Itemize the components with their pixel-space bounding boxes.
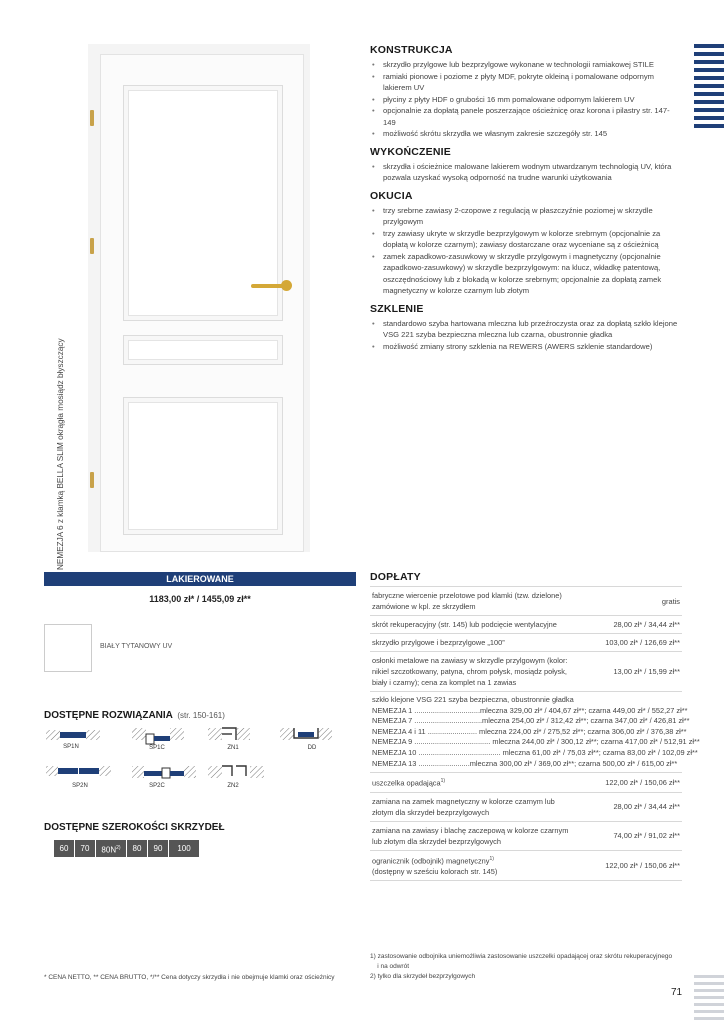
row-text-sub: (dostępny w sześciu kolorach str. 145) [372,867,498,877]
diagram-label: SP1N [63,744,79,750]
row-value: 74,00 zł* / 91,02 zł** [613,831,680,841]
width-80n-note: 2) [116,845,121,851]
vsg-line: NEMEZJA 13 .........................mleczna 300,00 zł* / 369,00 zł**; czarna 500,00 zł* / 615,00 zł** [372,758,678,768]
row-value: 122,00 zł* / 150,06 zł** [605,777,680,787]
table-row [370,773,682,792]
specs-column [370,44,680,352]
diagram-label: SP2N [72,783,88,789]
doplaty-table [370,586,700,881]
list-item: • trzy zawiasy ukryte w skrzydle bezprzylgowym w kolorze srebrnym (opcjonalnie za dopłatą w kolorze czarnym); zawiasy dostarczane oraz wyceniane są z ościeżnicą [370,228,680,251]
row-value: gratis [661,596,680,606]
rozwiazania-pages: (str. 150-161) [177,711,225,720]
width-100[interactable]: 100 [169,840,199,857]
row-value: 28,00 zł* / 34,44 zł** [613,802,680,812]
wykonczenie-heading: WYKOŃCZENIE [370,145,451,158]
door-caption: NEMEZJA 6 z klamką BELLA SLIM okrągła mosiądz błyszczący [56,338,65,570]
vsg-line: NEMEZJA 7 .................................mleczna 254,00 zł* / 312,42 zł**; czarna 347,00 zł* / 426,81 zł** [372,716,690,726]
szklenie-heading: SZKLENIE [370,302,424,315]
color-swatch[interactable] [44,624,92,672]
rozwiazania-diagrams [44,724,364,792]
vsg-line: NEMEZJA 4 i 11 ........................ mleczna 224,00 zł* / 275,52 zł**; czarna 306,00 zł* / 376,38 zł** [372,726,687,736]
list-item: • ramiaki pionowe i poziome z płyty MDF, pokryte okleiną i pomalowane odpornym lakierem UV [370,71,680,94]
door-panel-middle [123,335,283,365]
hinge-icon [90,110,94,126]
width-80n-value: 80N [101,845,117,855]
width-80n[interactable] [96,840,126,857]
diagram-label: DD [307,745,317,751]
table-row [370,851,682,881]
vsg-line: NEMEZJA 9 ..................................... mleczna 244,00 zł* / 300,12 zł**; czarna 417,00 zł* / 512,91 zł** [372,737,700,747]
doplaty-heading: DOPŁATY [370,571,421,583]
table-row [370,634,682,652]
price: 1183,00 zł* / 1455,09 zł** [149,594,251,604]
row-text-main: uszczelka opadająca [372,778,441,788]
list-item: • skrzydło przylgowe lub bezprzylgowe wykonane w technologii ramiakowej STILE [370,59,680,71]
row-text: zamiana na zawiasy i blachę zaczepową w kolorze czarnym lub złotym dla skrzydeł bezprzylgowych [372,825,569,846]
door-handle-lever [251,284,287,288]
brand-stripes-top [694,44,724,132]
price-footnote: * CENA NETTO, ** CENA BRUTTO, */** Cena dotyczy skrzydła i nie obejmuje klamki oraz ościeżnicy [44,974,335,981]
width-80[interactable]: 80 [127,840,147,857]
footnotes [370,952,690,982]
szklenie-list [370,318,680,353]
door-panel-bottom [123,397,283,535]
vsg-line: NEMEZJA 1 ................................mleczna 329,00 zł* / 404,67 zł**; czarna 449,00 zł* / 552,27 zł** [372,705,688,715]
width-options [54,840,200,857]
rozwiazania-heading [44,705,225,723]
table-row [370,652,682,692]
footnote: 1) zastosowanie odbojnika uniemożliwia zastosowanie uszczelki opadającej oraz skrótu rekuperacyjnego [370,953,673,960]
row-value: 103,00 zł* / 126,69 zł** [605,638,680,647]
list-item: • możliwość zmiany strony szklenia na REWERS (AWERS szklenie standardowe) [370,341,680,353]
diagram-label: SP2C [149,783,165,789]
brand-stripes-bottom [694,975,724,1024]
width-90[interactable]: 90 [148,840,168,857]
footnote: 2) tylko dla skrzydeł bezprzylgowych [370,973,476,980]
row-value: 28,00 zł* / 34,44 zł** [613,620,680,629]
sp1n-diagram [46,730,100,740]
konstrukcja-list [370,59,680,140]
hinge-icon [90,472,94,488]
table-row [370,692,700,773]
list-item: • standardowo szyba hartowana mleczna lub przeźroczysta oraz za dopłatą szkło klejone VSG 221 szyba bezpieczna mleczna lub czarna, obustronnie gładka [370,318,680,341]
sp1c-diagram [132,728,184,744]
list-item: • możliwość skrótu skrzydła we własnym zakresie szczegóły str. 145 [370,128,680,140]
szerokosci-title: DOSTĘPNE SZEROKOŚCI SKRZYDEŁ [44,822,225,833]
list-item: • opcjonalnie za dopłatą panele poszerzające ościeżnicę oraz korona i pilastry str. 147-149 [370,105,680,128]
table-row [370,793,682,822]
swatch-label: BIAŁY TYTANOWY UV [100,643,173,650]
konstrukcja-heading: KONSTRUKCJA [370,44,453,56]
zn2-diagram [208,766,264,778]
row-value: 122,00 zł* / 150,06 zł** [605,860,680,870]
vsg-title: szkło klejone VSG 221 szyba bezpieczna, obustronnie gładka [372,695,574,704]
width-70[interactable]: 70 [75,840,95,857]
row-text: skrzydło przylgowe i bezprzylgowe „100” [372,638,505,647]
table-row [370,822,682,851]
list-item: • trzy srebrne zawiasy 2-czopowe z regulacją w płaszczyźnie poziomej w skrzydle przylgowym [370,205,680,228]
okucia-heading: OKUCIA [370,189,413,202]
row-text [372,776,449,788]
list-item: • zamek zapadkowo-zasuwkowy w skrzydle przylgowym i magnetyczny (opcjonalnie zapadkowo-zasuwkowy) w skrzydle bezprzylgowym: na klucz, wkładkę patentową, oszczędnościowy lub z blokadą w kolorze srebrnym; opcjonalnie za dopłatą zamek magnetyczny w kolorze czarnym lub złotym [370,251,680,297]
sp2n-diagram [46,766,111,776]
hinge-icon [90,238,94,254]
finish-header: LAKIEROWANE [44,572,356,586]
vsg-line: NEMEZJA 10 ........................................ mleczna 61,00 zł* / 75,03 zł**; czarna 83,00 zł* / 102,09 zł** [372,747,698,757]
table-row [370,586,682,616]
footnote: i na odwrót [370,963,410,970]
row-text [372,854,501,877]
zn1-diagram [208,728,250,740]
diagram-label: ZN1 [227,745,239,751]
row-text: osłonki metalowe na zawiasy w skrzydle przylgowym (kolor: nikiel szczotkowany, patyna, chrom połysk, mosiądz połysk, biały i czarny); cena za komplet na 1 zawias [372,656,568,687]
row-text: skrót rekuperacyjny (str. 145) lub podcięcie wentylacyjne [372,620,557,629]
table-row [370,616,682,634]
dd-diagram [280,728,332,740]
rozwiazania-title: DOSTĘPNE ROZWIĄZANIA [44,710,173,721]
row-text-main: ogranicznik (odbojnik) magnetyczny [372,856,490,866]
sp2c-diagram [132,766,196,778]
wykonczenie-list [370,161,680,184]
page-number: 71 [671,987,683,998]
door-image [100,54,304,552]
diagram-label: SP1C [149,745,165,751]
footnote-mark: 1) [440,778,446,785]
list-item: • płyciny z płyty HDF o grubości 16 mm pomalowane odpornym lakierem UV [370,94,680,106]
list-item: • skrzydła i ościeżnice malowane lakierem wodnym utwardzanym technologią UV, która pozwala uzyskać wysoką odporność na trudne warunki użytkowania [370,161,680,184]
row-text: zamiana na zamek magnetyczny w kolorze czarnym lub złotym dla skrzydeł bezprzylgowych [372,796,555,817]
footnote-mark: 1) [489,855,494,862]
row-text: fabryczne wiercenie przelotowe pod klamki (tzw. dzielone) zamówione w kpl. ze skrzydłem [372,591,562,611]
okucia-list [370,205,680,297]
diagram-label: ZN2 [227,783,239,789]
row-value: 13,00 zł* / 15,99 zł** [613,667,680,676]
width-60[interactable]: 60 [54,840,74,857]
